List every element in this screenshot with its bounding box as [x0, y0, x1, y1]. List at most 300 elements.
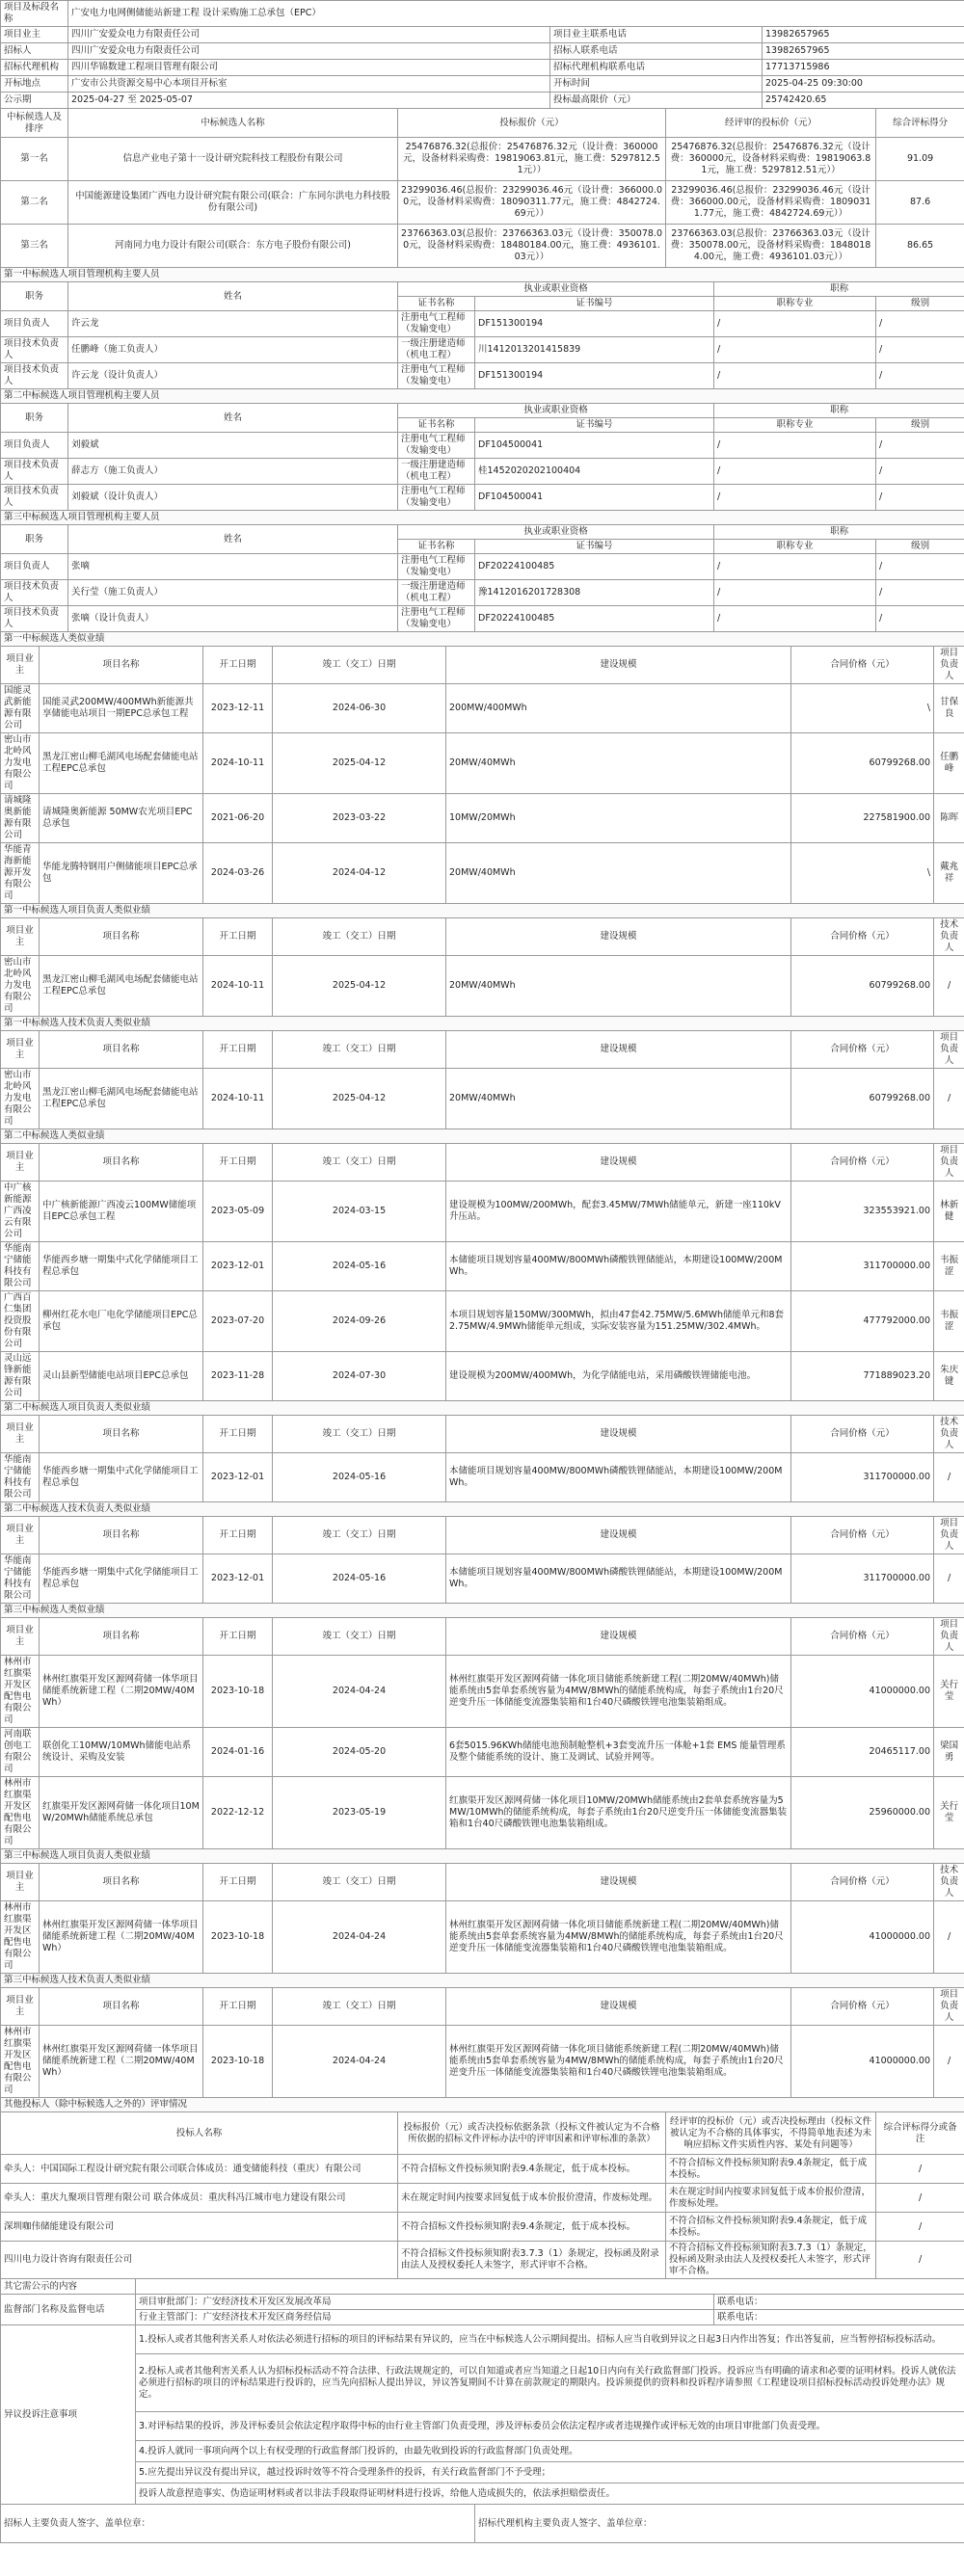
- column-header: 建设规模: [446, 647, 791, 684]
- person-cert: 注册电气工程师（发输变电）: [398, 311, 475, 337]
- perf-person: /: [934, 1554, 964, 1604]
- perf-project: 林州红旗渠开发区源网荷储一体华项目储能系统新建工程（二期20MW/40MWh）: [40, 1901, 203, 1974]
- perf-price: 60799268.00: [791, 1069, 934, 1129]
- footer-value: [136, 2279, 964, 2295]
- column-header: 项目业主: [1, 1988, 40, 2026]
- column-header: 合同价格（元）: [791, 1864, 934, 1901]
- person-name: 薛志方（施工负责人）: [68, 459, 398, 485]
- candidate-rank: 第三名: [1, 225, 68, 268]
- info-label: 公示期: [1, 93, 68, 109]
- perf-start: 2023-12-01: [203, 1554, 273, 1604]
- column-header: 职称: [714, 282, 964, 297]
- perf-price: 41000000.00: [791, 1901, 934, 1974]
- perf-project: 黑龙江密山柳毛湖风电场配套储能电站工程EPC总承包: [40, 733, 203, 794]
- perf-end: 2024-05-20: [273, 1728, 446, 1777]
- perf-person: 关行莹: [934, 1656, 964, 1728]
- section-title: 第二中标候选人项目负责人类似业绩: [1, 1401, 964, 1416]
- perf-project: 华能西乡塘一期集中式化学储能项目工程总承包: [40, 1453, 203, 1502]
- column-header: 竣工（交工）日期: [273, 918, 446, 956]
- candidate-name: 信息产业电子第十一设计研究院科技工程股份有限公司: [68, 138, 398, 181]
- column-header: 证书编号: [475, 297, 714, 311]
- column-header: 技术负责人: [934, 1416, 964, 1453]
- column-header: 项目负责人: [934, 647, 964, 684]
- column-header: 竣工（交工）日期: [273, 1031, 446, 1069]
- sign-right: 招标代理机构主要负责人签字、盖单位章：: [475, 2505, 964, 2543]
- perf-start: 2023-10-18: [203, 1656, 273, 1728]
- perf-owner: 中广核新能源广西凌云有限公司: [1, 1182, 40, 1242]
- person-cert: 注册电气工程师（发输变电）: [398, 606, 475, 632]
- person-level: /: [876, 580, 964, 606]
- column-header: 执业或职业资格: [398, 404, 714, 418]
- perf-start: 2023-11-28: [203, 1352, 273, 1401]
- person-name: 张嘀: [68, 554, 398, 580]
- info-label: 项目及标段名称: [1, 1, 68, 27]
- column-header: 竣工（交工）日期: [273, 1144, 446, 1182]
- perf-start: 2023-12-01: [203, 1453, 273, 1502]
- info-value: 2025-04-27 至 2025-05-07: [68, 93, 550, 109]
- column-header: 项目名称: [40, 1517, 203, 1554]
- column-header: 中标候选人名称: [68, 109, 398, 138]
- column-header: 技术负责人: [934, 1864, 964, 1901]
- perf-price: 311700000.00: [791, 1242, 934, 1291]
- person-cert: 注册电气工程师（发输变电）: [398, 433, 475, 459]
- footer-label: 其它需公示的内容: [1, 2279, 136, 2295]
- column-header: 项目业主: [1, 1416, 40, 1453]
- column-header: 竣工（交工）日期: [273, 1864, 446, 1901]
- perf-owner: 华能南宁储能科技有限公司: [1, 1453, 40, 1502]
- perf-start: 2023-12-11: [203, 684, 273, 733]
- perf-scale: 本项目规划容量150MW/300MWh，拟由47套42.75MW/5.6MWh储能单元和8套2.75MW/4.9MWh储能单元组成，实际安装容量为151.25MW/302.4MWh。: [446, 1291, 791, 1352]
- column-header: 级别: [876, 418, 964, 433]
- bidder-reason: 不符合招标文件投标须知附表9.4条规定，低于成本投标。: [666, 2155, 876, 2184]
- perf-project: 林州红旗渠开发区源网荷储一体华项目储能系统新建工程（二期20MW/40MWh）: [40, 1656, 203, 1728]
- perf-scale: 建设规模为100MW/200MWh，配套3.45MW/7MWh储能单元，新建一座110kV升压站。: [446, 1182, 791, 1242]
- person-cert: 一级注册建造师（机电工程）: [398, 337, 475, 363]
- column-header: 项目名称: [40, 1618, 203, 1656]
- column-header: 证书名称: [398, 540, 475, 554]
- person-cert-no: DF151300194: [475, 363, 714, 389]
- objection-note: 5.应先提出异议没有提出异议，越过投诉时效等不符合受理条件的投诉，有关行政监督部门不予受理；: [136, 2462, 964, 2483]
- perf-owner: 林州市红旗渠开发区配售电有限公司: [1, 1777, 40, 1849]
- info-value: 2025-04-25 09:30:00: [763, 76, 964, 93]
- perf-start: 2023-05-09: [203, 1182, 273, 1242]
- column-header: 证书编号: [475, 540, 714, 554]
- column-header: 执业或职业资格: [398, 282, 714, 297]
- candidate-bid: 23299036.46(总报价：23299036.46元（设计费：366000.00元，设备材料采购费：18090311.77元，施工费：4842724.69元））: [398, 181, 666, 225]
- perf-price: \: [791, 684, 934, 733]
- person-role: 项目技术负责人: [1, 485, 68, 511]
- perf-price: \: [791, 843, 934, 904]
- person-spec: /: [714, 554, 876, 580]
- bidder-name: 深圳咖伟储能建设有限公司: [1, 2213, 398, 2242]
- perf-project: 红旗渠开发区源网荷储一体化项目10MW/20MWh储能系统总承包: [40, 1777, 203, 1849]
- supervisor-dept: 行业主管部门：广安经济技术开发区商务经信局: [136, 2310, 714, 2325]
- perf-start: 2024-03-26: [203, 843, 273, 904]
- column-header: 建设规模: [446, 1144, 791, 1182]
- perf-price: 477792000.00: [791, 1291, 934, 1352]
- person-name: 刘毅斌（设计负责人）: [68, 485, 398, 511]
- column-header: 项目名称: [40, 647, 203, 684]
- column-header: 项目名称: [40, 918, 203, 956]
- perf-person: 韦振涩: [934, 1291, 964, 1352]
- perf-person: 梁国勇: [934, 1728, 964, 1777]
- bidder-basis: 未在规定时间内按要求回复低于成本价报价澄清，作废标处理。: [398, 2184, 666, 2213]
- info-label: 招标人联系电话: [550, 43, 763, 60]
- info-value: 四川华锦数建工程项目管理有限公司: [68, 60, 550, 76]
- perf-end: 2024-05-16: [273, 1554, 446, 1604]
- perf-person: 陈晖: [934, 794, 964, 843]
- bidder-reason: 未在规定时间内按要求回复低于成本价报价澄清，作废标处理。: [666, 2184, 876, 2213]
- column-header: 综合评标得分: [876, 109, 964, 138]
- column-header: 竣工（交工）日期: [273, 1618, 446, 1656]
- column-header: 项目业主: [1, 918, 40, 956]
- person-name: 刘毅斌: [68, 433, 398, 459]
- perf-owner: 国能灵武新能源有限公司: [1, 684, 40, 733]
- info-label: 项目业主联系电话: [550, 27, 763, 43]
- objection-note: 4.投诉人就同一事项向两个以上有权受理的行政监督部门投诉的，由最先收到投诉的行政监督部门负责处理。: [136, 2441, 964, 2462]
- perf-scale: 本储能项目规划容量400MW/800MWh磷酸铁锂储能站，本期建设100MW/200MWh。: [446, 1453, 791, 1502]
- column-header: 职务: [1, 404, 68, 433]
- perf-end: 2024-06-30: [273, 684, 446, 733]
- perf-project: 联创化工10MW/10MWh储能电站系统设计、采购及安装: [40, 1728, 203, 1777]
- perf-project: 国能灵武200MW/400MWh新能源共享储能电站项目一期EPC总承包工程: [40, 684, 203, 733]
- column-header: 建设规模: [446, 1988, 791, 2026]
- column-header: 开工日期: [203, 1031, 273, 1069]
- perf-scale: 林州红旗渠开发区源网荷储一体化项目储能系统新建工程(二期20MW/40MWh)储能系统由5套单套系统容量为4MW/8MWh的储能系统构成，每套子系统由1台20尺逆变升压一体储能变流器集装箱和1台40尺磷酸铁锂电池集装箱组成。: [446, 1656, 791, 1728]
- perf-scale: 20MW/40MWh: [446, 1069, 791, 1129]
- column-header: 项目业主: [1, 1517, 40, 1554]
- info-value: 广安市公共资源交易中心本项目开标室: [68, 76, 550, 93]
- person-name: 关行莹（施工负责人）: [68, 580, 398, 606]
- column-header: 项目负责人: [934, 1517, 964, 1554]
- bidder-basis: 不符合招标文件投标须知附表3.7.3（1）条规定，投标函及附录由法人及授权委托人未签字，形式评审不合格。: [398, 2242, 666, 2279]
- perf-owner: 林州市红旗渠开发区配售电有限公司: [1, 1901, 40, 1974]
- column-header: 综合评标得分或备注: [876, 2112, 964, 2155]
- perf-end: 2024-05-16: [273, 1453, 446, 1502]
- column-header: 项目业主: [1, 1618, 40, 1656]
- bidder-reason: 不符合招标文件投标须知附表9.4条规定，低于成本投标。: [666, 2213, 876, 2242]
- objection-note: 1.投标人或者其他利害关系人对依法必须进行招标的项目的评标结果有异议的，应当在中标候选人公示期间提出。招标人应当自收到异议之日起3日内作出答复；作出答复前，应当暂停招标投标活动。: [136, 2325, 964, 2354]
- column-header: 建设规模: [446, 1618, 791, 1656]
- perf-end: 2024-07-30: [273, 1352, 446, 1401]
- perf-scale: 建设规模为200MW/400MWh，为化学储能电站，采用磷酸铁锂储能电池。: [446, 1352, 791, 1401]
- person-level: /: [876, 311, 964, 337]
- perf-end: 2024-09-26: [273, 1291, 446, 1352]
- perf-owner: 河南联创电工有限公司: [1, 1728, 40, 1777]
- candidate-bid: 23766363.03(总报价：23766363.03元（设计费：350078.00元，设备材料采购费：18480184.00元，施工费：4936101.03元））: [398, 225, 666, 268]
- info-label: 招标代理机构: [1, 60, 68, 76]
- perf-price: 227581900.00: [791, 794, 934, 843]
- person-spec: /: [714, 459, 876, 485]
- footer-label: 监督部门名称及监督电话: [1, 2295, 136, 2325]
- column-header: 级别: [876, 297, 964, 311]
- info-label: 招标代理机构联系电话: [550, 60, 763, 76]
- person-level: /: [876, 459, 964, 485]
- column-header: 项目名称: [40, 1144, 203, 1182]
- person-cert: 注册电气工程师（发输变电）: [398, 554, 475, 580]
- column-header: 中标候选人及排序: [1, 109, 68, 138]
- column-header: 合同价格（元）: [791, 1144, 934, 1182]
- perf-person: 林新健: [934, 1182, 964, 1242]
- perf-scale: 林州红旗渠开发区源网荷储一体化项目储能系统新建工程(二期20MW/40MWh)储能系统由5套单套系统容量为4MW/8MWh的储能系统构成，每套子系统由1台20尺逆变升压一体储能变流器集装箱和1台40尺磷酸铁锂电池集装箱组成。: [446, 2026, 791, 2098]
- bidder-name: 四川电力设计咨询有限责任公司: [1, 2242, 398, 2279]
- column-header: 合同价格（元）: [791, 1618, 934, 1656]
- perf-project: 华能龙腾特钢用户侧储能项目EPC总承包: [40, 843, 203, 904]
- column-header: 合同价格（元）: [791, 647, 934, 684]
- person-cert: 注册电气工程师（发输变电）: [398, 485, 475, 511]
- person-role: 项目技术负责人: [1, 337, 68, 363]
- perf-project: 请城隆奥新能源 50MW农光项目EPC总承包: [40, 794, 203, 843]
- column-header: 竣工（交工）日期: [273, 647, 446, 684]
- candidate-eval: 25476876.32(总报价：25476876.32元（设计费：360000元，设备材料采购费：19819063.81元，施工费：5297812.51元））: [666, 138, 876, 181]
- perf-owner: 请城隆奥新能源有限公司: [1, 794, 40, 843]
- column-header: 证书编号: [475, 418, 714, 433]
- person-role: 项目负责人: [1, 433, 68, 459]
- objection-note: 2.投标人或者其他利害关系人认为招标投标活动不符合法律、行政法规规定的，可以自知道或者应当知道之日起10日内向有关行政监督部门投诉。投诉应当有明确的请求和必要的证明材料。投诉人就依法必须进行招标的项目的评标结果进行投诉的，应当先向招标人提出异议，异议答复期间不计算在前款规定的期限内。投诉须提供的资料和投诉程序请参照《工程建设项目招标投标活动投诉处理办法》规定。: [136, 2354, 964, 2412]
- section-title: 第三中标候选人技术负责人类似业绩: [1, 1974, 964, 1988]
- perf-start: 2022-12-12: [203, 1777, 273, 1849]
- person-spec: /: [714, 363, 876, 389]
- column-header: 职务: [1, 525, 68, 554]
- perf-end: 2024-04-24: [273, 1656, 446, 1728]
- column-header: 投标人名称: [1, 2112, 398, 2155]
- perf-price: 771889023.20: [791, 1352, 934, 1401]
- project-name: 广安电力电网侧储能站新建工程 设计采购施工总承包（EPC）: [68, 1, 964, 27]
- perf-scale: 20MW/40MWh: [446, 733, 791, 794]
- candidate-score: 91.09: [876, 138, 964, 181]
- column-header: 建设规模: [446, 918, 791, 956]
- perf-end: 2024-04-24: [273, 2026, 446, 2098]
- info-label: 招标人: [1, 43, 68, 60]
- bidder-name: 牵头人：中国国际工程设计研究院有限公司联合体成员：通变储能科技（重庆）有限公司: [1, 2155, 398, 2184]
- column-header: 合同价格（元）: [791, 1988, 934, 2026]
- person-cert-no: 川1412013201415839: [475, 337, 714, 363]
- perf-scale: 红旗渠开发区源网荷储一体化项目10MW/20MWh储能系统由2套单套系统容量为5MW/10MWh的储能系统构成，每套子系统由1台20尺逆变升压一体储能变流器集装箱和1台40尺磷酸铁锂电池集装箱组成。: [446, 1777, 791, 1849]
- column-header: 执业或职业资格: [398, 525, 714, 540]
- perf-owner: 华能南宁储能科技有限公司: [1, 1242, 40, 1291]
- person-name: 张嘀（设计负责人）: [68, 606, 398, 632]
- perf-person: 韦振涩: [934, 1242, 964, 1291]
- candidate-rank: 第二名: [1, 181, 68, 225]
- column-header: 项目业主: [1, 647, 40, 684]
- perf-scale: 200MW/400MWh: [446, 684, 791, 733]
- perf-scale: 林州红旗渠开发区源网荷储一体化项目储能系统新建工程(二期20MW/40MWh)储能系统由5套单套系统容量为4MW/8MWh的储能系统构成，每套子系统由1台20尺逆变升压一体储能变流器集装箱和1台40尺磷酸铁锂电池集装箱组成。: [446, 1901, 791, 1974]
- perf-end: 2023-03-22: [273, 794, 446, 843]
- perf-price: 311700000.00: [791, 1453, 934, 1502]
- person-spec: /: [714, 606, 876, 632]
- perf-start: 2023-10-18: [203, 2026, 273, 2098]
- perf-person: 关行莹: [934, 1777, 964, 1849]
- objection-note: 3.对评标结果的投诉，涉及评标委员会依法定程序取得中标的由行业主管部门负责受理，涉及评标委员会依法定程序或者违规操作或评标无效的由项目审批部门负责受理。: [136, 2412, 964, 2441]
- announcement-body: [1, 1, 964, 2543]
- perf-owner: 林州市红旗渠开发区配售电有限公司: [1, 1656, 40, 1728]
- column-header: 级别: [876, 540, 964, 554]
- perf-end: 2024-04-12: [273, 843, 446, 904]
- person-cert-no: DF20224100485: [475, 606, 714, 632]
- perf-price: 60799268.00: [791, 733, 934, 794]
- column-header: 项目名称: [40, 1988, 203, 2026]
- info-label: 开标地点: [1, 76, 68, 93]
- perf-start: 2023-10-18: [203, 1901, 273, 1974]
- section-title: 第三中标候选人项目管理机构主要人员: [1, 511, 964, 525]
- column-header: 开工日期: [203, 1416, 273, 1453]
- section-title: 第一中标候选人类似业绩: [1, 632, 964, 647]
- perf-end: 2024-05-16: [273, 1242, 446, 1291]
- column-header: 竣工（交工）日期: [273, 1988, 446, 2026]
- perf-owner: 灵山远锋新能源有限公司: [1, 1352, 40, 1401]
- person-role: 项目技术负责人: [1, 363, 68, 389]
- perf-owner: 密山市北岭风力发电有限公司: [1, 956, 40, 1017]
- bidder-note: /: [876, 2184, 964, 2213]
- perf-scale: 6套5015.96KWh储能电池预制舱整机+3套变流升压一体舱+1套 EMS 能量管理系及整个储能系统的设计、施工及调试、试验并网等。: [446, 1728, 791, 1777]
- person-cert-no: 桂1452020202100404: [475, 459, 714, 485]
- info-value: 四川广安爱众电力有限责任公司: [68, 27, 550, 43]
- column-header: 开工日期: [203, 1988, 273, 2026]
- perf-scale: 本储能项目规划容量400MW/800MWh磷酸铁锂储能站，本期建设100MW/200MWh。: [446, 1242, 791, 1291]
- perf-project: 灵山县新型储能电站项目EPC总承包: [40, 1352, 203, 1401]
- person-cert-no: DF104500041: [475, 433, 714, 459]
- person-role: 项目负责人: [1, 554, 68, 580]
- column-header: 证书名称: [398, 418, 475, 433]
- person-cert: 一级注册建造师（机电工程）: [398, 459, 475, 485]
- perf-project: 柳州红花水电厂电化学储能项目EPC总承包: [40, 1291, 203, 1352]
- perf-person: 甘保良: [934, 684, 964, 733]
- column-header: 职务: [1, 282, 68, 311]
- info-label: 项目业主: [1, 27, 68, 43]
- perf-end: 2023-05-19: [273, 1777, 446, 1849]
- person-cert-no: DF20224100485: [475, 554, 714, 580]
- column-header: 职称: [714, 525, 964, 540]
- info-value: 13982657965: [763, 43, 964, 60]
- bidder-basis: 不符合招标文件投标须知附表9.4条规定，低于成本投标。: [398, 2155, 666, 2184]
- supervisor-phone: 联系电话：: [714, 2310, 964, 2325]
- candidate-score: 86.65: [876, 225, 964, 268]
- bidder-note: /: [876, 2155, 964, 2184]
- column-header: 项目负责人: [934, 1144, 964, 1182]
- perf-project: 中广核新能源广西凌云100MW储能项目EPC总承包工程: [40, 1182, 203, 1242]
- column-header: 经评审的投标价（元）或否决投标理由（投标文件被认定为不合格的具体事实，不得简单地表述为未响应招标文件实质性内容、某处有问题等）: [666, 2112, 876, 2155]
- section-title: 第二中标候选人类似业绩: [1, 1129, 964, 1144]
- perf-project: 黑龙江密山柳毛湖风电场配套储能电站工程EPC总承包: [40, 1069, 203, 1129]
- column-header: 开工日期: [203, 1618, 273, 1656]
- bidder-name: 牵头人：重庆九聚项目管理有限公司 联合体成员：重庆科冯江城市电力建设有限公司: [1, 2184, 398, 2213]
- person-name: 许云龙（设计负责人）: [68, 363, 398, 389]
- info-label: 开标时间: [550, 76, 763, 93]
- section-title: 第一中标候选人项目管理机构主要人员: [1, 268, 964, 282]
- bidder-note: /: [876, 2242, 964, 2279]
- column-header: 项目名称: [40, 1416, 203, 1453]
- column-header: 项目业主: [1, 1031, 40, 1069]
- column-header: 开工日期: [203, 1144, 273, 1182]
- supervisor-dept: 项目审批部门：广安经济技术开发区发展改革局: [136, 2295, 714, 2310]
- perf-price: 60799268.00: [791, 956, 934, 1017]
- perf-person: /: [934, 1901, 964, 1974]
- perf-end: 2025-04-12: [273, 956, 446, 1017]
- perf-person: 任鹏峰: [934, 733, 964, 794]
- section-title: 第一中标候选人技术负责人类似业绩: [1, 1017, 964, 1031]
- column-header: 技术负责人: [934, 918, 964, 956]
- person-name: 许云龙: [68, 311, 398, 337]
- perf-start: 2024-10-11: [203, 956, 273, 1017]
- column-header: 职称: [714, 404, 964, 418]
- column-header: 建设规模: [446, 1864, 791, 1901]
- perf-person: /: [934, 956, 964, 1017]
- column-header: 竣工（交工）日期: [273, 1416, 446, 1453]
- column-header: 建设规模: [446, 1416, 791, 1453]
- column-header: 项目名称: [40, 1864, 203, 1901]
- footer-label: 异议投诉注意事项: [1, 2325, 136, 2505]
- column-header: 职称专业: [714, 297, 876, 311]
- column-header: 开工日期: [203, 1864, 273, 1901]
- perf-project: 林州红旗渠开发区源网荷储一体华项目储能系统新建工程（二期20MW/40MWh）: [40, 2026, 203, 2098]
- column-header: 职称专业: [714, 418, 876, 433]
- column-header: 竣工（交工）日期: [273, 1517, 446, 1554]
- sign-left: 招标人主要负责人签字、盖单位章：: [1, 2505, 475, 2543]
- section-title: 第三中标候选人类似业绩: [1, 1604, 964, 1618]
- perf-start: 2024-10-11: [203, 1069, 273, 1129]
- person-level: /: [876, 337, 964, 363]
- column-header: 投标报价（元）或否决投标依据条款（投标文件被认定为不合格所依据的招标文件评标办法中的评审因素和评审标准的条款）: [398, 2112, 666, 2155]
- column-header: 项目业主: [1, 1864, 40, 1901]
- column-header: 姓名: [68, 404, 398, 433]
- info-value: 25742420.65: [763, 93, 964, 109]
- perf-price: 25960000.00: [791, 1777, 934, 1849]
- perf-project: 华能西乡塘一期集中式化学储能项目工程总承包: [40, 1242, 203, 1291]
- person-name: 任鹏峰（施工负责人）: [68, 337, 398, 363]
- column-header: 建设规模: [446, 1031, 791, 1069]
- column-header: 开工日期: [203, 647, 273, 684]
- column-header: 职称专业: [714, 540, 876, 554]
- person-level: /: [876, 554, 964, 580]
- person-level: /: [876, 433, 964, 459]
- section-title: 第三中标候选人项目负责人类似业绩: [1, 1849, 964, 1864]
- candidate-name: 中国能源建设集团广西电力设计研究院有限公司(联合：广东同尔洪电力科技股份有限公司): [68, 181, 398, 225]
- perf-price: 41000000.00: [791, 1656, 934, 1728]
- perf-start: 2023-07-20: [203, 1291, 273, 1352]
- perf-owner: 林州市红旗渠开发区配售电有限公司: [1, 2026, 40, 2098]
- column-header: 开工日期: [203, 1517, 273, 1554]
- column-header: 项目负责人: [934, 1031, 964, 1069]
- section-title: 第二中标候选人项目管理机构主要人员: [1, 389, 964, 404]
- perf-person: /: [934, 2026, 964, 2098]
- column-header: 合同价格（元）: [791, 1031, 934, 1069]
- candidate-bid: 25476876.32(总报价：25476876.32元（设计费：360000元，设备材料采购费：19819063.81元，施工费：5297812.51元））: [398, 138, 666, 181]
- perf-end: 2025-04-12: [273, 1069, 446, 1129]
- perf-owner: 华能青海新能源开发有限公司: [1, 843, 40, 904]
- person-level: /: [876, 363, 964, 389]
- column-header: 建设规模: [446, 1517, 791, 1554]
- column-header: 姓名: [68, 525, 398, 554]
- person-role: 项目技术负责人: [1, 580, 68, 606]
- perf-start: 2023-12-01: [203, 1242, 273, 1291]
- candidate-score: 87.6: [876, 181, 964, 225]
- person-role: 项目技术负责人: [1, 459, 68, 485]
- column-header: 开工日期: [203, 918, 273, 956]
- perf-price: 41000000.00: [791, 2026, 934, 2098]
- column-header: 合同价格（元）: [791, 1517, 934, 1554]
- person-cert-no: 豫1412016201728308: [475, 580, 714, 606]
- candidate-eval: 23299036.46(总报价：23299036.46元（设计费：366000.00元，设备材料采购费：18090311.77元，施工费：4842724.69元））: [666, 181, 876, 225]
- info-value: 17713715986: [763, 60, 964, 76]
- perf-start: 2024-10-11: [203, 733, 273, 794]
- perf-price: 323553921.00: [791, 1182, 934, 1242]
- perf-scale: 20MW/40MWh: [446, 843, 791, 904]
- info-value: 13982657965: [763, 27, 964, 43]
- perf-scale: 20MW/40MWh: [446, 956, 791, 1017]
- perf-end: 2024-04-24: [273, 1901, 446, 1974]
- perf-scale: 10MW/20MWh: [446, 794, 791, 843]
- perf-owner: 密山市北岭风力发电有限公司: [1, 1069, 40, 1129]
